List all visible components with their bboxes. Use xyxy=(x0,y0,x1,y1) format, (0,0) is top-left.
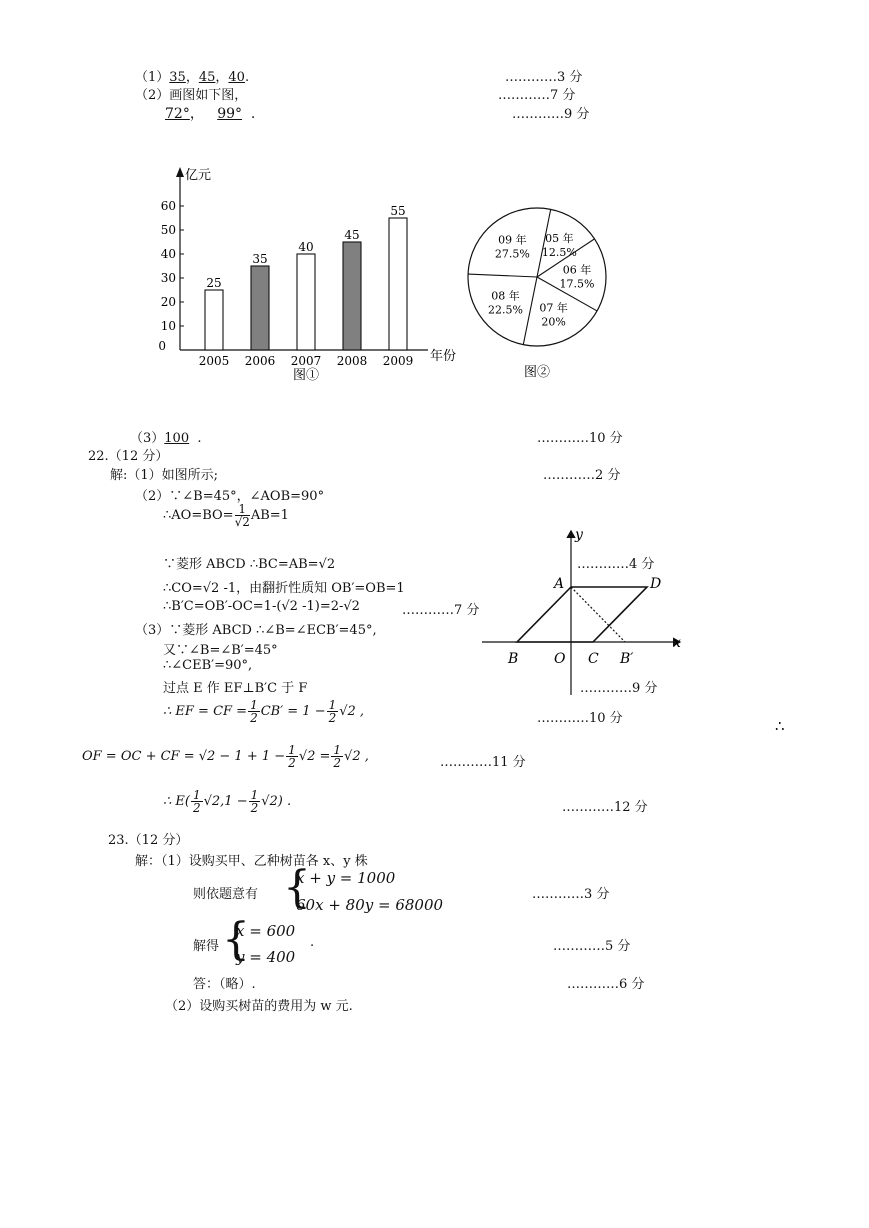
answer-1-value-1: 35 xyxy=(169,70,186,85)
y-tick-label: 50 xyxy=(160,223,176,237)
y-tick-label: 40 xyxy=(160,247,176,261)
period: . xyxy=(250,106,256,122)
answer-3 xyxy=(130,427,202,446)
answer-3-value: 100 xyxy=(164,431,190,446)
equation-1: x + y = 1000 xyxy=(296,869,396,887)
score-mark: …………11 分 xyxy=(440,755,526,770)
x-tick-label: 2005 xyxy=(198,354,230,368)
q23-step-4: 答：（略）. xyxy=(193,977,256,992)
angle-value-2: 99° xyxy=(217,106,243,122)
expression: ∴ EF = CF = xyxy=(163,704,248,719)
brace: { xyxy=(283,862,311,913)
equation-2: 60x + 80y = 68000 xyxy=(296,896,444,914)
slice-pct-1: 17.5% xyxy=(559,277,595,291)
pie-chart xyxy=(460,200,610,390)
slice-pct-4: 27.5% xyxy=(494,247,530,261)
denominator: 2 xyxy=(333,756,342,770)
score-mark: …………7 分 xyxy=(402,603,480,618)
score-mark: …………7 分 xyxy=(498,88,576,103)
q22-step-13 xyxy=(163,789,291,814)
score-mark: …………3 分 xyxy=(532,887,610,902)
x-axis-label: 年份 xyxy=(430,349,457,364)
numerator: 1 xyxy=(328,698,337,712)
point-d-label: D xyxy=(650,576,662,592)
x-tick-label: 2006 xyxy=(244,354,276,368)
q23-header: 23.（12 分） xyxy=(108,833,189,848)
answer-1 xyxy=(135,66,249,85)
period: . xyxy=(197,431,202,446)
answer-1-value-2: 45 xyxy=(198,70,216,85)
bar-2007 xyxy=(297,254,315,350)
slice-pct-0: 12.5% xyxy=(541,245,577,259)
folded-edge xyxy=(571,587,625,642)
angle-value-1: 72° xyxy=(165,106,190,122)
y-tick-label: 20 xyxy=(160,295,176,309)
q22-step-3 xyxy=(163,503,289,528)
fraction xyxy=(248,699,260,724)
q23-step-2-label: 则依题意有 xyxy=(193,887,259,902)
expression: √2,1 − xyxy=(203,794,248,809)
slice-label-3: 08 年 xyxy=(491,289,520,303)
denominator: √2 xyxy=(234,515,250,529)
x-tick-label: 2008 xyxy=(336,354,368,368)
answer-1-label: （1） xyxy=(135,70,170,85)
score-mark: …………2 分 xyxy=(543,468,621,483)
bar-2009 xyxy=(389,218,407,350)
point-o-label: O xyxy=(554,651,566,667)
score-mark: …………5 分 xyxy=(553,939,631,954)
answer-2-text: （2）画图如下图， xyxy=(135,88,248,103)
y-tick-label: 10 xyxy=(160,319,176,333)
slice-label-0: 05 年 xyxy=(545,231,574,245)
expression: ∴ E( xyxy=(163,794,190,809)
score-mark: …………3 分 xyxy=(505,70,583,85)
q23-step-1: 解：（1）设购买甲、乙种树苗各 x、y 株 xyxy=(135,854,368,869)
y-axis-arrow xyxy=(176,167,184,177)
fraction xyxy=(327,699,339,724)
expression: AB=1 xyxy=(250,508,289,523)
fraction xyxy=(235,503,250,528)
bar-2005 xyxy=(205,290,223,350)
slice-pct-2: 20% xyxy=(541,315,566,329)
score-mark: …………9 分 xyxy=(580,677,657,696)
denominator: 2 xyxy=(328,711,337,725)
answer-3-label: （3） xyxy=(130,431,165,446)
expression: √2 = xyxy=(298,749,331,764)
score-mark: …………6 分 xyxy=(567,977,645,992)
q22-step-10: 过点 E 作 EF⊥B′C 于 F xyxy=(163,681,308,696)
y-axis-label: 亿元 xyxy=(185,168,212,183)
bar-value-label: 35 xyxy=(252,252,268,266)
expression: ∴AO=BO= xyxy=(163,508,234,523)
slice-label-1: 06 年 xyxy=(562,263,592,277)
point-b-label: B xyxy=(508,651,519,667)
q22-step-7: （3）∵菱形 ABCD ∴∠B=∠ECB′=45°, xyxy=(135,623,377,638)
point-a-label: A xyxy=(554,576,565,592)
bar-2006 xyxy=(251,266,269,350)
x-tick-label: 2007 xyxy=(290,354,322,368)
denominator: 2 xyxy=(250,711,258,725)
bar-value-label: 25 xyxy=(206,276,222,290)
q22-header: 22.（12 分） xyxy=(88,449,169,464)
point-b-prime-label: B′ xyxy=(620,651,634,667)
numerator: 1 xyxy=(235,503,250,516)
bar-value-label: 45 xyxy=(344,228,360,242)
fraction xyxy=(331,744,343,769)
y-tick-label: 60 xyxy=(160,199,176,213)
separator: ， xyxy=(215,70,229,85)
q22-step-1: 解:（1）如图所示; xyxy=(110,468,219,483)
bar-value-label: 40 xyxy=(298,240,314,254)
therefore-symbol: ∴ xyxy=(775,717,785,735)
y-axis-label: y xyxy=(575,527,583,543)
score-mark: …………10 分 xyxy=(537,431,623,446)
expression: √2 , xyxy=(344,749,369,764)
point-c-label: C xyxy=(588,651,599,667)
rhombus-figure xyxy=(480,525,690,700)
q23-step-5: （2）设购买树苗的费用为 w 元. xyxy=(165,999,353,1014)
answer-1-value-3: 40 xyxy=(228,70,245,85)
denominator: 2 xyxy=(250,801,259,815)
period: . xyxy=(244,70,250,85)
slice-label-2: 07 年 xyxy=(539,301,568,315)
chart-title: 图① xyxy=(292,368,320,383)
y-tick-label: 0 xyxy=(158,339,166,353)
expression: √2) . xyxy=(261,794,292,809)
numerator: 1 xyxy=(250,788,259,802)
chart-title: 图② xyxy=(523,365,551,380)
numerator: 1 xyxy=(250,698,258,712)
fraction xyxy=(249,789,261,814)
q22-step-8: 又∵∠B=∠B′=45° xyxy=(163,643,278,658)
separator: ， xyxy=(189,106,204,122)
denominator: 2 xyxy=(288,756,296,770)
fraction xyxy=(191,789,203,814)
bar-chart xyxy=(140,160,470,390)
period: . xyxy=(310,935,315,950)
score-mark: …………10 分 xyxy=(537,711,623,726)
numerator: 1 xyxy=(192,788,201,802)
x-tick-label: 2009 xyxy=(382,354,414,368)
separator: ， xyxy=(185,70,199,85)
numerator: 1 xyxy=(288,743,296,757)
q22-step-11 xyxy=(163,699,364,724)
q22-step-12 xyxy=(82,744,369,769)
brace: { xyxy=(222,914,250,965)
rhombus-abcd xyxy=(517,587,647,642)
q22-step-9: ∴∠CEB′=90°, xyxy=(163,658,253,673)
answer-2-angles xyxy=(165,103,255,123)
q23-step-3-label: 解得 xyxy=(193,939,220,954)
q22-step-4: ∵菱形 ABCD ∴BC=AB=√2 xyxy=(163,557,336,572)
x-axis-label: x xyxy=(673,635,681,651)
expression: CB′ = 1 − xyxy=(260,704,326,719)
expression: √2 , xyxy=(339,704,365,719)
q22-step-5: ∴CO=√2 -1，由翻折性质知 OB′=OB=1 xyxy=(163,581,405,596)
numerator: 1 xyxy=(333,743,342,757)
solution-x: x = 600 xyxy=(236,922,296,940)
score-mark: …………9 分 xyxy=(512,107,590,122)
q22-step-2: （2）∵∠B=45°，∠AOB=90° xyxy=(135,489,325,504)
denominator: 2 xyxy=(192,801,201,815)
slice-label-4: 09 年 xyxy=(498,233,527,247)
y-tick-label: 30 xyxy=(160,271,176,285)
score-mark: …………12 分 xyxy=(562,800,648,815)
q22-step-6: ∴B′C=OB′-OC=1-(√2 -1)=2-√2 xyxy=(163,599,360,614)
fraction xyxy=(286,744,298,769)
score-mark: …………4 分 xyxy=(577,553,654,572)
bar-2008 xyxy=(343,242,361,350)
solution-y: y = 400 xyxy=(236,948,296,966)
bar-value-label: 55 xyxy=(390,204,406,218)
expression: OF = OC + CF = √2 − 1 + 1 − xyxy=(82,749,286,764)
slice-pct-3: 22.5% xyxy=(488,303,523,317)
